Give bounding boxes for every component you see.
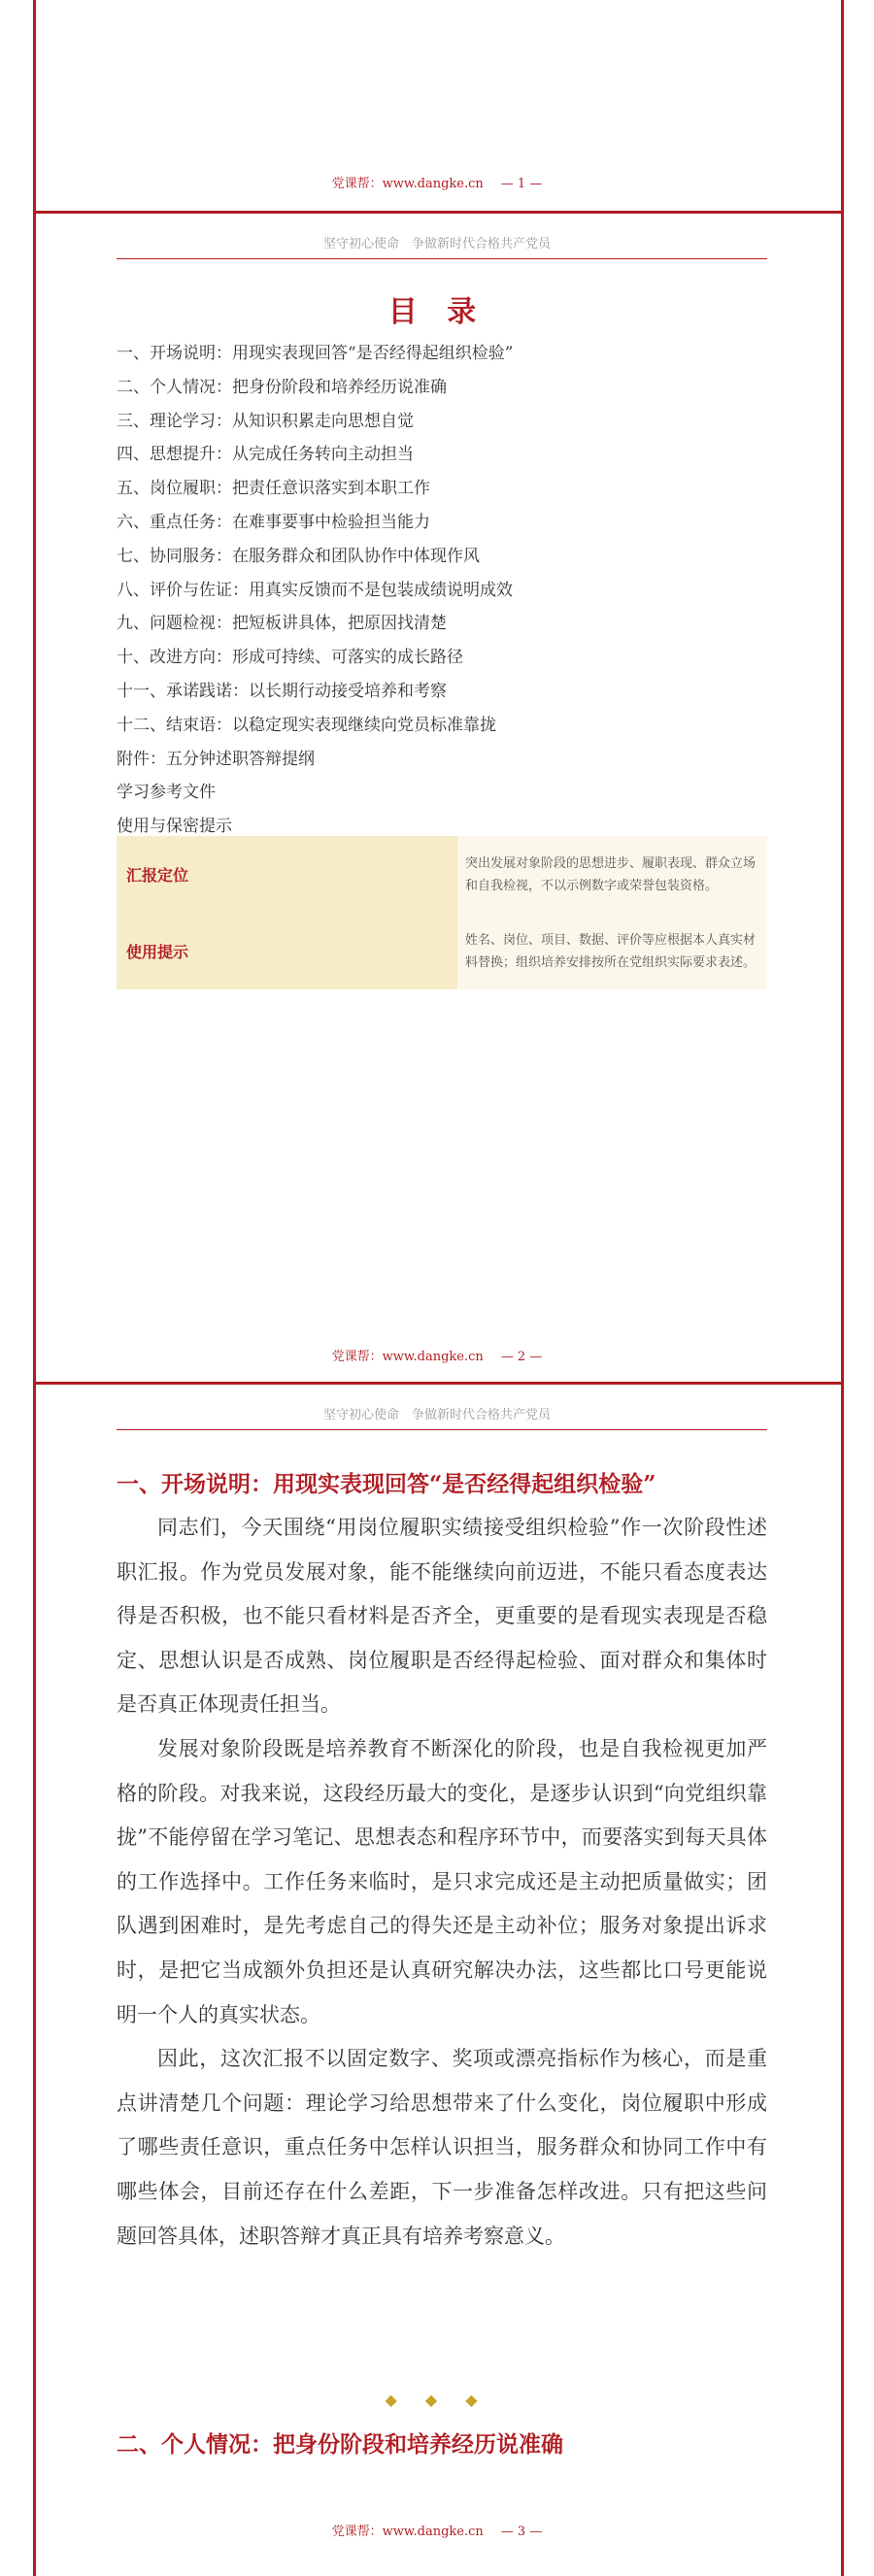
toc-item[interactable]: 十一、承诺践诺：以长期行动接受培养和考察	[117, 681, 447, 701]
body-paragraph: 因此，这次汇报不以固定数字、奖项或漂亮指标作为核心，而是重点讲清楚几个问题：理论学习给思想带来了什么变化，岗位履职中形成了哪些责任意识，重点任务中怎样认识担当，服务群众和协同工作中有哪些体会，目前还存在什么差距，下一步准备怎样改进。只有把这些问题回答具体，述职答辩才真正具有培养考察意义。	[117, 2047, 767, 2248]
body-paragraph: 同志们，今天围绕“用岗位履职实绩接受组织检验”作一次阶段性述职汇报。作为党员发展对象，能不能继续向前迈进，不能只看态度表达得是否积极，也不能只看材料是否齐全，更重要的是看现实表现是否稳定、思想认识是否成熟、岗位履职是否经得起检验、面对群众和集体时是否真正体现责任担当。	[117, 1516, 767, 1717]
toc-item[interactable]: 十二、结束语：以稳定现实表现继续向党员标准靠拢	[117, 715, 496, 735]
toc-item[interactable]: 二、个人情况：把身份阶段和培养经历说准确	[117, 377, 447, 397]
page-footer	[0, 1346, 874, 1364]
table-value-cell: 姓名、岗位、项目、数据、评价等应根据本人真实材料替换；组织培养安排按所在党组织实际要求表述。	[457, 913, 767, 989]
page-footer	[0, 173, 874, 191]
toc-item[interactable]: 四、思想提升：从完成任务转向主动担当	[117, 445, 414, 465]
table-row	[117, 836, 767, 913]
page-number: — 2 —	[500, 1350, 543, 1364]
toc-item[interactable]: 六、重点任务：在难事要事中检验担当能力	[117, 512, 430, 532]
table-key-cell: 使用提示	[117, 913, 457, 989]
toc-item[interactable]: 三、理论学习：从知识积累走向思想自觉	[117, 411, 414, 431]
toc-item[interactable]: 九、问题检视：把短板讲具体，把原因找清楚	[117, 614, 447, 634]
frame-right-border	[841, 0, 844, 2576]
toc-item[interactable]: 学习参考文件	[117, 783, 216, 803]
toc-item[interactable]: 一、开场说明：用现实表现回答“是否经得起组织检验”	[117, 344, 514, 363]
toc-item[interactable]: 七、协同服务：在服务群众和团队协作中体现作风	[117, 546, 480, 566]
frame-left-border	[33, 0, 36, 2576]
header-rule	[117, 258, 767, 259]
section-body	[117, 1506, 767, 2258]
info-table	[117, 836, 767, 989]
page-number: — 3 —	[500, 2525, 543, 2539]
section-divider: ◆ ◆ ◆	[385, 2391, 489, 2409]
toc-item[interactable]: 八、评价与佐证：用真实反馈而不是包装成绩说明成效	[117, 580, 513, 600]
header-rule	[117, 1429, 767, 1430]
toc-item[interactable]: 十、改进方向：形成可持续、可落实的成长路径	[117, 648, 463, 668]
body-paragraph: 发展对象阶段既是培养教育不断深化的阶段，也是自我检视更加严格的阶段。对我来说，这段经历最大的变化，是逐步认识到“向党组织靠拢”不能停留在学习笔记、思想表态和程序环节中，而要落实到每天具体的工作选择中。工作任务来临时，是只求完成还是主动把质量做实；团队遇到困难时，是先考虑自己的得失还是主动补位；服务对象提出诉求时，是把它当成额外负担还是认真研究解决办法，这些都比口号更能说明一个人的真实状态。	[117, 1736, 767, 2026]
toc-item[interactable]: 附件：五分钟述职答辩提纲	[117, 749, 315, 769]
toc-item[interactable]: 使用与保密提示	[117, 817, 232, 837]
section-title: 一、开场说明：用现实表现回答“是否经得起组织检验”	[117, 1471, 656, 1497]
section-title: 二、个人情况：把身份阶段和培养经历说准确	[117, 2431, 563, 2458]
footer-site-link[interactable]: 党课帮：www.dangke.cn	[331, 177, 484, 191]
table-key-cell: 汇报定位	[117, 836, 457, 913]
table-value-cell: 突出发展对象阶段的思想进步、履职表现、群众立场和自我检视，不以示例数字或荣誉包装资格。	[457, 836, 767, 913]
running-header: 坚守初心使命 争做新时代合格共产党员	[322, 1408, 551, 1422]
toc-item[interactable]: 五、岗位履职：把责任意识落实到本职工作	[117, 479, 430, 499]
running-header: 坚守初心使命 争做新时代合格共产党员	[322, 237, 551, 251]
toc-title: 目 录	[387, 295, 487, 329]
page-break-line	[33, 211, 844, 214]
page-footer	[0, 2521, 874, 2539]
page-break-line	[33, 1382, 844, 1385]
footer-site-link[interactable]: 党课帮：www.dangke.cn	[331, 2525, 484, 2539]
footer-site-link[interactable]: 党课帮：www.dangke.cn	[331, 1350, 484, 1364]
page-number: — 1 —	[500, 177, 543, 191]
table-row	[117, 913, 767, 989]
toc-list	[117, 337, 796, 844]
